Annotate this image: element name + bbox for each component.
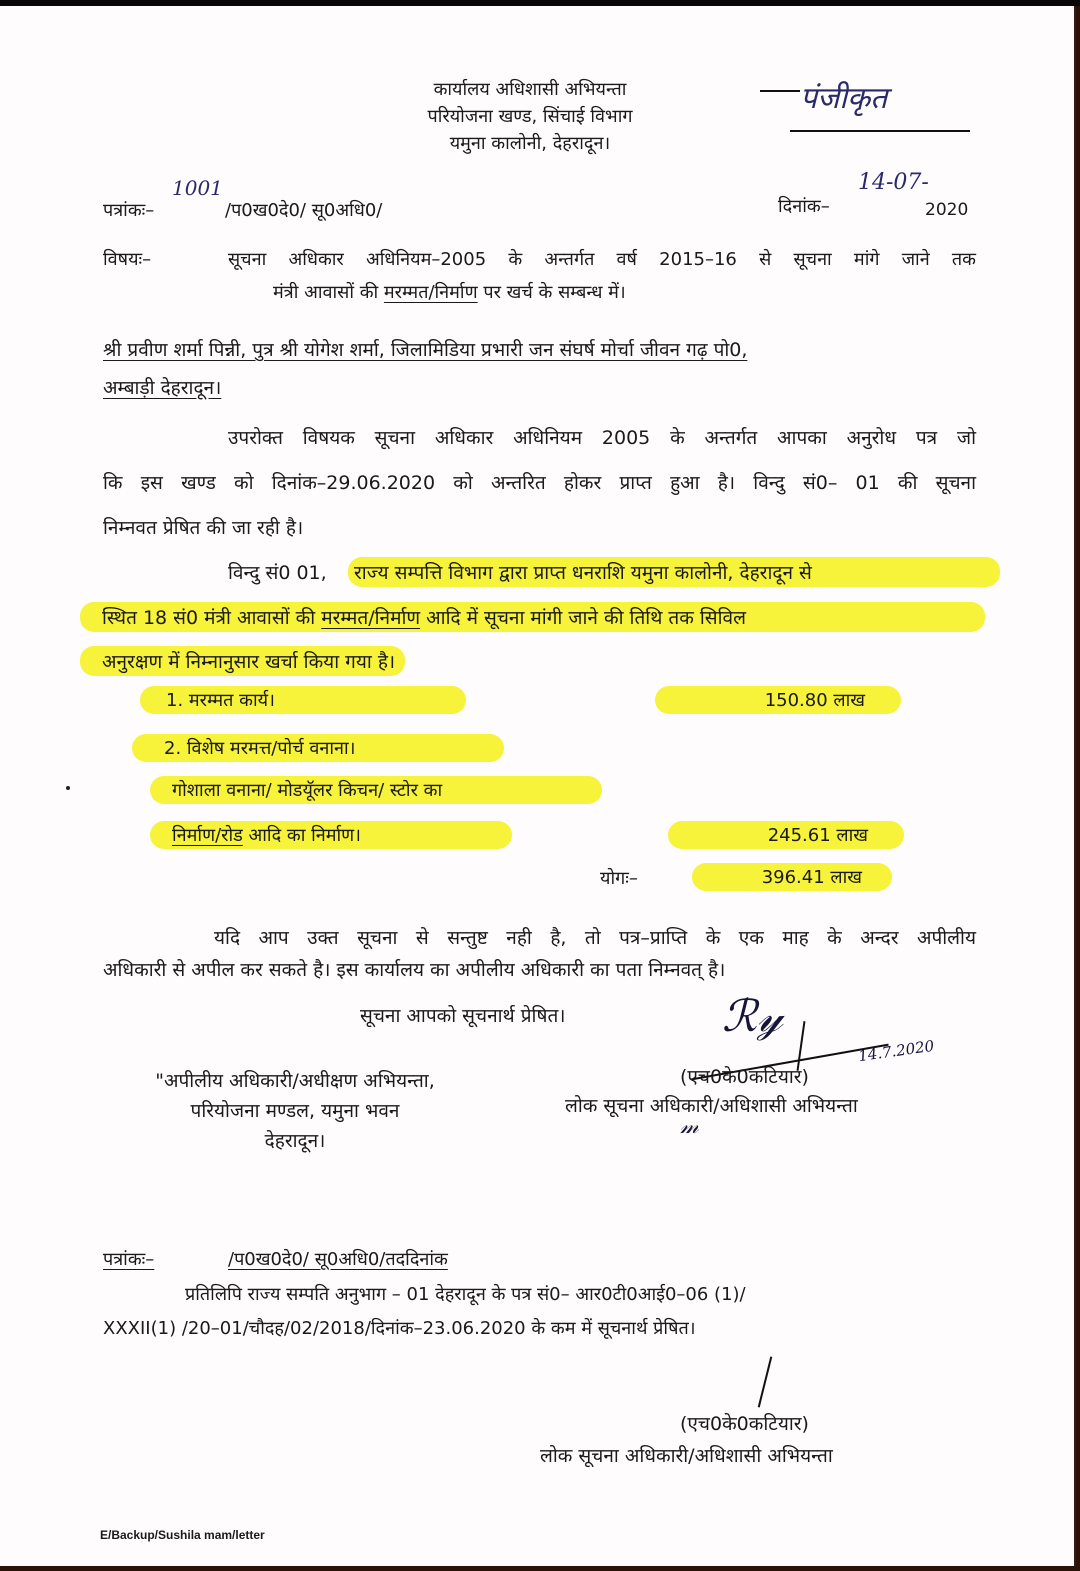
para1-line-1: उपरोक्त विषयक सूचना अधिकार अधिनियम 2005 के अन्तर्गत आपका अनुरोध पत्र जो <box>228 427 976 449</box>
total-amount: 396.41 लाख <box>692 863 892 891</box>
office-header <box>385 76 675 157</box>
para2-underlined: मरम्मत/निर्माण <box>321 607 421 629</box>
para1-line-2: कि इस खण्ड को दिनांक–29.06.2020 को अन्तरित होकर प्राप्त हुआ है। विन्दु सं0– 01 की सूचना <box>103 472 976 494</box>
expense-item-1: 1. मरम्मत कार्य। <box>140 686 466 714</box>
appellate-officer-address: "अपीलीय अधिकारी/अधीक्षण अभियन्ता, परियोजना मण्डल, यमुना भवन देहरादून। <box>155 1070 435 1152</box>
copy-line-1: प्रतिलिपि राज्य सम्पति अनुभाग – 01 देहरादून के पत्र सं0– आर0टी0आई0–06 (1)/ <box>185 1284 746 1305</box>
date-year: 2020 <box>925 200 969 220</box>
expense-item-2-detail: गोशाला वनाना/ मोडयूॅलर किचन/ स्टोर का <box>150 776 602 804</box>
office-line-3: यमुना कालोनी, देहरादून। <box>449 133 611 154</box>
date-label: दिनांक– <box>778 196 830 217</box>
ref-number: 1001 <box>172 176 223 200</box>
para2-line-2: स्थित 18 सं0 मंत्री आवासों की मरम्मत/निर्माण आदि में सूचना मांगी जाने की तिथि तक सिविल <box>80 602 985 632</box>
para2-line-1-highlighted: राज्य सम्पत्ति विभाग द्वारा प्राप्त धनराशि यमुना कालोनी, देहरादून से <box>348 557 1000 587</box>
office-line-1: कार्यालय अधिशासी अभियन्ता <box>433 79 627 100</box>
signatory-designation: लोक सूचना अधिकारी/अधिशासी अभियन्ता <box>565 1095 858 1117</box>
appeal-line-2: अधिकारी से अपील कर सकते है। इस कार्यालय का अपीलीय अधिकारी का पता निम्नवत् है। <box>103 959 726 981</box>
registered-stamp: पंजीकृत <box>800 81 888 116</box>
letter-page <box>0 6 1076 1566</box>
copy-ref-code: /प0ख0दे0/ सू0अधि0/तददिनांक <box>228 1249 448 1270</box>
signature-date: 14.7.2020 <box>857 1036 936 1066</box>
addressee-line-2: अम्बाड़ी देहरादून। <box>103 377 222 399</box>
copy-line-2: XXXII(1) /20–01/चौदह/02/2018/दिनांक–23.06.2020 के कम में सूचनार्थ प्रेषित। <box>103 1318 696 1339</box>
forwarded-note: सूचना आपको सूचनार्थ प्रेषित। <box>360 1005 566 1027</box>
para1-line-3: निम्नवत प्रेषित की जा रही है। <box>103 517 304 539</box>
expense-amount-1: 150.80 लाख <box>655 686 901 714</box>
scan-speck <box>66 786 70 790</box>
copy-signature-stroke <box>758 1357 773 1408</box>
appeal-line-1: यदि आप उक्त सूचना से सन्तुष्ट नही है, तो पत्र–प्राप्ति के एक माह के अन्दर अपीलीय <box>214 927 976 949</box>
date-handwritten: 14-07- <box>858 170 929 195</box>
ref-code: /प0ख0दे0/ सू0अधि0/ <box>225 200 383 221</box>
copy-signatory-designation: लोक सूचना अधिकारी/अधिशासी अभियन्ता <box>540 1445 833 1467</box>
copy-signatory-name: (एच0के0कटियार) <box>680 1413 809 1435</box>
stamp-stroke <box>760 90 800 92</box>
signatory-name: (एच0के0कटियार) <box>680 1066 809 1088</box>
stamp-underline <box>790 130 970 132</box>
total-label: योगः– <box>600 868 638 889</box>
subject-line-1: सूचना अधिकार अधिनियम–2005 के अन्तर्गत वर्ष 2015–16 से सूचना मांगे जाने तक <box>228 249 976 270</box>
expense-amount-2: 245.61 लाख <box>668 821 904 849</box>
addressee-line-1: श्री प्रवीण शर्मा पिन्नी, पुत्र श्री योगेश शर्मा, जिलामिडिया प्रभारी जन संघर्ष मोर्चा जीवन गढ़ पो0, <box>103 339 748 361</box>
expense-item-2-detail-2: निर्माण/रोड आदि का निर्माण। <box>150 821 512 849</box>
office-line-2: परियोजना खण्ड, सिंचाई विभाग <box>427 106 633 127</box>
subject-line-2: मंत्री आवासों की मरम्मत/निर्माण पर खर्च के सम्बन्ध में। <box>273 282 626 303</box>
initials-mark: 𝓂 <box>680 1114 699 1139</box>
signature-mark: ℛ𝓎 <box>722 991 783 1042</box>
expense-item-2: 2. विशेष मरमत्त/पोर्च वनाना। <box>132 734 504 762</box>
copy-ref-label: पत्रांकः– <box>103 1249 155 1270</box>
subject-label: विषयः– <box>103 249 152 270</box>
subject-underlined: मरम्मत/निर्माण <box>383 282 478 303</box>
para2-prefix: विन्दु सं0 01, <box>228 562 327 584</box>
ref-label: पत्रांकः– <box>103 200 155 221</box>
file-path-footer: E/Backup/Sushila mam/letter <box>100 1528 265 1542</box>
para2-line-3: अनुरक्षण में निम्नानुसार खर्चा किया गया है। <box>80 646 405 676</box>
